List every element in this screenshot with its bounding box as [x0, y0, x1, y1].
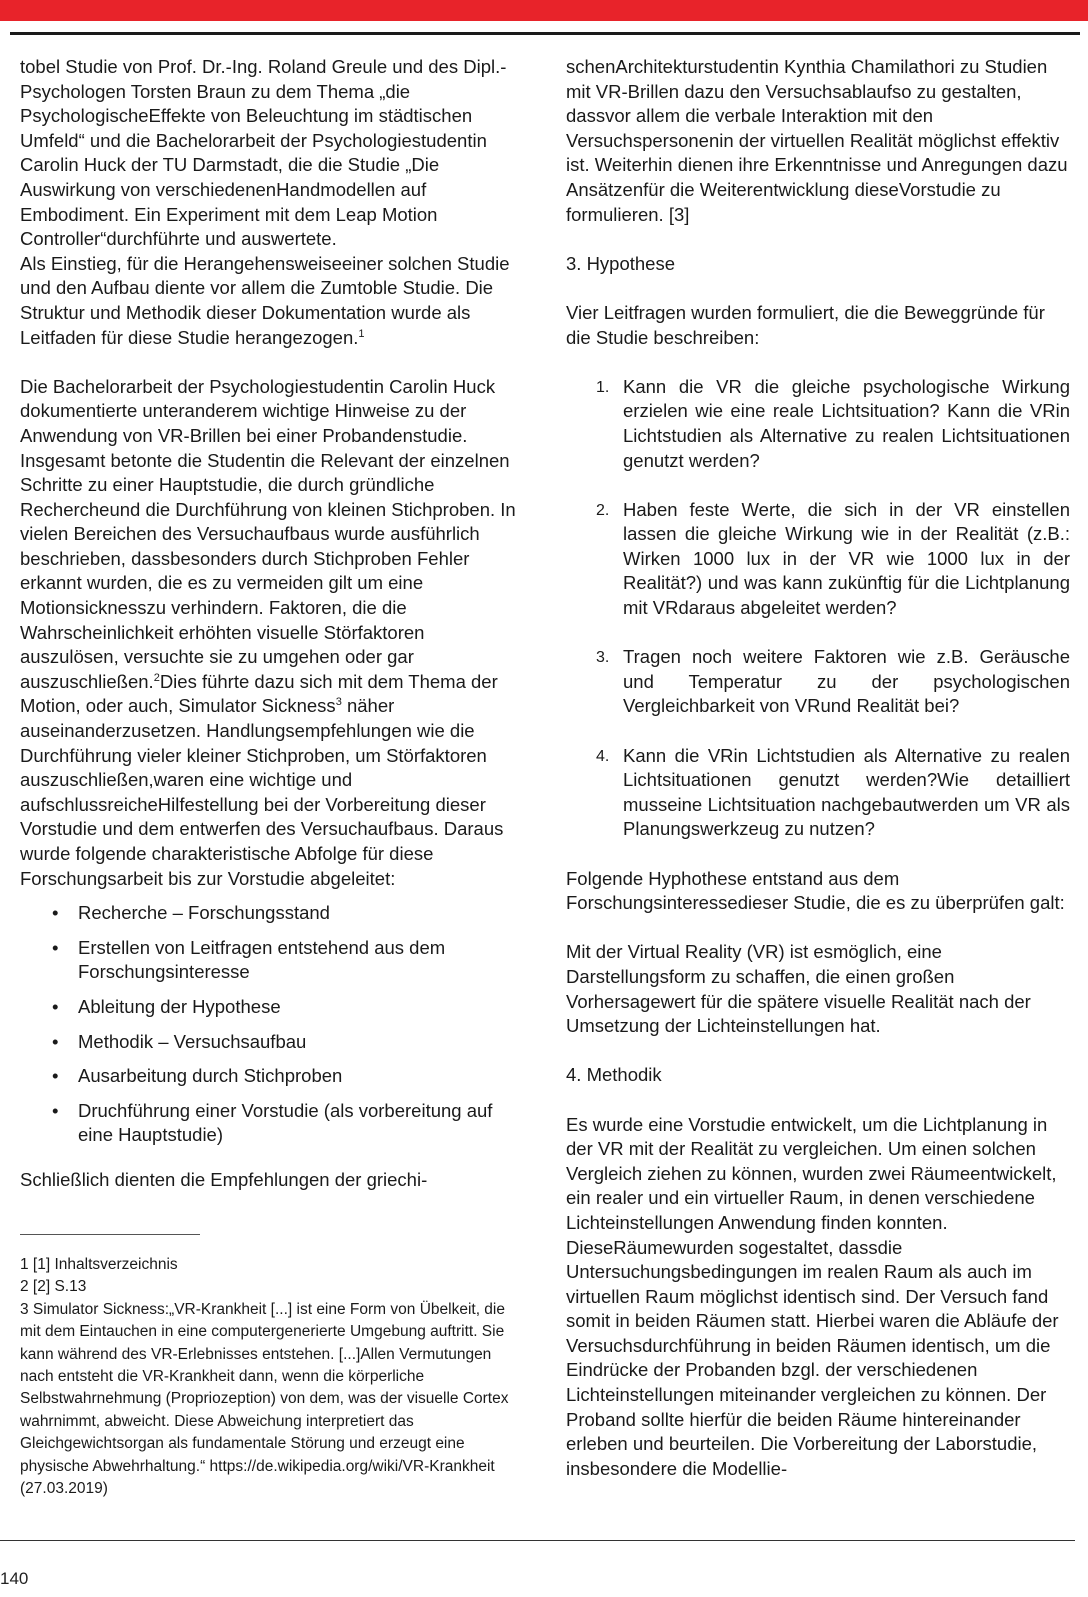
- right-column: [566, 55, 1070, 1481]
- list-number: 4.: [596, 747, 610, 765]
- list-item: 2. Haben feste Werte, die sich in der VR einstellen lassen die gleiche Wirkung wie in der Realität (z.B.: Wirken 1000 lux in der VR wie 1000 lux in der Realität?) und was kann zukünftig für die Lichtplanung mit VRdaraus abgeleitet werden?: [596, 498, 1070, 619]
- paragraph: tobel Studie von Prof. Dr.-Ing. Roland Greule und des Dipl.-Psychologen Torsten Braun zu dem Thema „die PsychologischeEffekte von Beleuchtung im städtischen Umfeld“ und die Bachelorarbeit der Psychologiestudentin Carolin Huck der TU Darmstadt, die die Studie „Die Auswirkung von verschiedenenHandmodellen auf Embodiment. Ein Experiment mit dem Leap Motion Controller“durchführte und auswertete.: [20, 56, 507, 250]
- page-number: 140: [0, 1569, 29, 1588]
- paragraph: Es wurde eine Vorstudie entwickelt, um die Lichtplanung in der VR mit der Realität zu vergleichen. Um einen solchen Vergleich ziehen zu können, wurden zwei Räumeentwickelt, ein realer und ein virtueller Raum, in denen verschiedene Lichteinstellungen Anwendung finden konnten. DieseRäumewurden sogestaltet, dassdie Untersuchungsbedingungen im realen Raum als auch im virtuellen Raum möglichst identisch sind. Der Versuch fand somit in beiden Räumen statt. Hierbei waren die Abläufe der Versuchsdurchführung in beiden Räumen identisch, um die Eindrücke der Probanden bzgl. der verschiedenen Lichteinstellungen miteinander vergleichen zu können. Der Proband sollte hierfür die beiden Räume hintereinander erleben und beurteilen. Die Vorbereitung der Laborstudie, insbesondere die Modellie-: [566, 1113, 1059, 1479]
- paragraph: Vier Leitfragen wurden formuliert, die die Beweggründe für die Studie beschreiben:: [566, 301, 1045, 348]
- list-number: 2.: [596, 501, 610, 519]
- footnote: 1 [1] Inhaltsverzeichnis: [20, 1256, 178, 1273]
- footnote-ref: 2: [153, 671, 160, 684]
- research-questions-list: [566, 375, 1070, 842]
- footer-rule: [0, 1540, 1075, 1541]
- left-column: [20, 55, 528, 1193]
- bullet-icon: •: [52, 902, 59, 924]
- hypothesis-statement: Mit der Virtual Reality (VR) ist esmöglich, eine Darstellungsform zu schaffen, die einen großen Vorhersagewert für die spätere visuelle Realität nach der Umsetzung der Lichteinstellungen hat.: [566, 941, 1031, 1037]
- list-item: 1. Kann die VR die gleiche psychologische Wirkung erzielen wie eine reale Lichtsituation? Kann die VRin Lichtstudien als Alternative zu realen Lichtsituationen genutzt werden?: [596, 375, 1070, 471]
- bullet-icon: •: [52, 1030, 59, 1052]
- footnote: 2 [2] S.13: [20, 1278, 87, 1296]
- paragraph: [20, 375, 528, 891]
- process-bullet-list: [20, 901, 528, 1148]
- list-item: • Ableitung der Hypothese: [20, 995, 528, 1020]
- list-item: • Erstellen von Leitfragen entstehend aus dem Forschungsinteresse: [52, 936, 446, 983]
- footnote-rule: [20, 1234, 200, 1235]
- footnotes: [20, 1254, 520, 1500]
- list-item: • Recherche – Forschungsstand: [20, 901, 528, 926]
- list-number: 3.: [596, 649, 610, 667]
- list-item: • Methodik – Versuchsaufbau: [20, 1030, 528, 1055]
- paragraph-text: Als Einstieg, für die Herangehensweiseeiner solchen Studie und den Aufbau diente vor allem die Zumtoble Studie. Die Struktur und Methodik dieser Dokumentation wurde als Leitfaden für diese Studie herangezogen.: [20, 252, 510, 348]
- paragraph: schenArchitekturstudentin Kynthia Chamilathori zu Studien mit VR-Brillen dazu den Versuchsablaufso zu gestalten, dassvor allem die verbale Interaktion mit den Versuchspersonenin der virtuellen Realität möglichst effektiv ist. Weiterhin dienen ihre Erkenntnisse und Anregungen dazu Ansätzenfür die Weiterentwicklung dieseVorstudie zu formulieren. [3]: [566, 56, 1068, 225]
- paragraph-text: Dies führte dazu sich mit dem Thema der Motion, oder auch, Simulator Sickness: [20, 670, 498, 717]
- bullet-icon: •: [52, 995, 59, 1017]
- bullet-icon: •: [52, 936, 59, 958]
- list-item: 4. Kann die VRin Lichtstudien als Alternative zu realen Lichtsituationen genutzt werden?Wie detailliert musseine Lichtsituation nachgebautwerden um VR als Planungswerkzeug zu nutzen?: [596, 744, 1070, 840]
- section-heading-hypothese: 3. Hypothese: [566, 252, 676, 274]
- paragraph: Folgende Hyphothese entstand aus dem Forschungsinteressedieser Studie, die es zu überprüfen galt:: [566, 867, 1065, 914]
- list-number: 1.: [596, 378, 610, 396]
- bullet-icon: •: [52, 1099, 59, 1121]
- list-item: 3. Tragen noch weitere Faktoren wie z.B. Geräusche und Temperatur zu der psychologischen Vergleichbarkeit von VRund Realität bei?: [596, 646, 1070, 717]
- footnote-ref: 3: [335, 696, 342, 709]
- footnote: 3 Simulator Sickness:„VR-Krankheit [...] ist eine Form von Übelkeit, die mit dem Eintauchen in eine computergenerierte Umgebung auftritt. Sie kann während des VR-Erlebnisses entstehen. [...]Allen Vermutungen nach entsteht die VR-Krankheit dann, wenn die körperliche Selbstwahrnehmung (Propriozeption) von dem, was der visuelle Cortex wahrnimmt, abweicht. Diese Abweichung interpretiert das Gleichgewichtsorgan als fundamentale Störung und erzeugt eine physische Abwehrhaltung.“ https://de.wikipedia.org/wiki/VR-Krankheit (27.03.2019): [20, 1300, 509, 1498]
- paragraph-text: Die Bachelorarbeit der Psychologiestudentin Carolin Huck dokumentierte unteranderem wichtige Hinweise zu der Anwendung von VR-Brillen bei einer Probandenstudie. Insgesamt betonte die Studentin die Relevant der einzelnen Schritte zu einer Hauptstudie, die durch gründliche Rechercheund die Durchführung von kleinen Stichproben. In vielen Bereichen des Versuchaufbaus wurde ausführlich beschrieben, dassbesonders durch Stichproben Fehler erkannt wurden, die es zu vermeiden gilt um eine Motionsicknesszu verhindern. Faktoren, die die Wahrscheinlichkeit erhöhten visuelle Störfaktoren auszulösen, versuchte sie zu umgehen oder gar auszuschließen.: [20, 375, 516, 692]
- bullet-icon: •: [52, 1065, 59, 1087]
- header-rule: [10, 32, 1080, 35]
- paragraph: [20, 252, 528, 350]
- header-accent-bar: [0, 0, 1088, 21]
- section-heading-methodik: 4. Methodik: [566, 1064, 662, 1086]
- paragraph-text: näher auseinanderzusetzen. Handlungsempfehlungen wie die Durchführung vieler kleiner Stichproben, um Störfaktoren auszuschließen,waren eine wichtige und aufschlussreicheHilfestellung bei der Vorbereitung dieser Vorstudie und dem entwerfen des Versuchaufbaus. Daraus wurde folgende charakteristische Abfolge für diese Forschungsarbeit bis zur Vorstudie abgeleitet:: [20, 695, 504, 889]
- list-item: • Druchführung einer Vorstudie (als vorbereitung auf eine Hauptstudie): [52, 1099, 493, 1146]
- paragraph: Schließlich dienten die Empfehlungen der griechi-: [20, 1168, 428, 1190]
- footnote-ref: 1: [358, 327, 365, 340]
- list-item: • Ausarbeitung durch Stichproben: [20, 1064, 528, 1089]
